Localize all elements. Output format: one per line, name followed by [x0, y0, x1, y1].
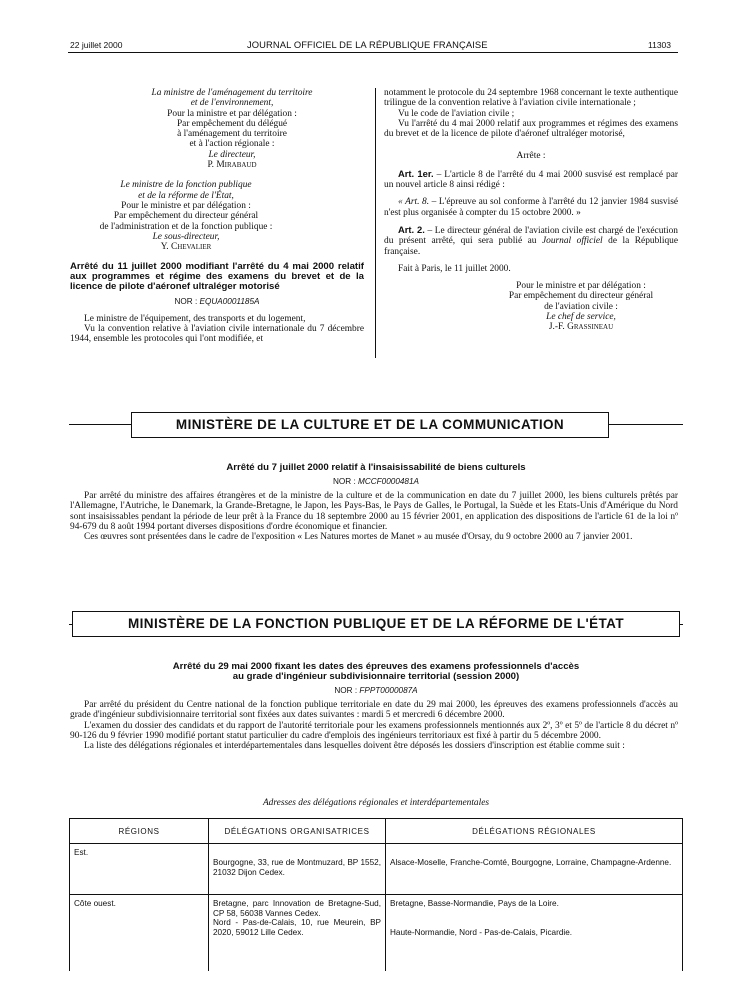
- paragraph: Le ministre de l'équipement, des transports et du logement,: [84, 313, 306, 324]
- right-column: [384, 88, 678, 333]
- signature-block-3: Pour le ministre et par délégation : Par empêchement du directeur général de l'aviation civile : Le chef de service, J.-F. Grassineau: [508, 281, 654, 333]
- table-header: DÉLÉGATIONS ORGANISATRICES: [209, 819, 386, 844]
- arrete-heading: Arrête :: [516, 151, 546, 162]
- culture-arrete-title: Arrêté du 7 juillet 2000 relatif à l'insaisissabilité de biens culturels: [226, 462, 526, 473]
- fait-a-paris: Fait à Paris, le 11 juillet 2000.: [398, 263, 511, 274]
- paragraph: Vu l'arrêté du 4 mai 2000 relatif aux programmes et régimes des examens du brevet et de la licence de pilote d'aéronef ultraléger motorisé,: [384, 118, 678, 140]
- table-cell-org: Bourgogne, 33, rue de Montmuzard, BP 1552, 21032 Dijon Cedex.: [209, 844, 386, 895]
- fonction-body: [70, 700, 678, 751]
- arrete-title: Arrêté du 11 juillet 2000 modifiant l'arrêté du 4 mai 2000 relatif aux programmes et régime des examens du brevet et de la licence de pilote d'aéronef ultraléger motorisé: [70, 261, 364, 293]
- header-date: 22 juillet 2000: [70, 40, 123, 50]
- table-cell-reg: Alsace-Moselle, Franche-Comté, Bourgogne, Lorraine, Champagne-Ardenne.: [386, 844, 683, 895]
- paragraph: La liste des délégations régionales et interdépartementales dans lesquelles doivent être déposés les dossiers d'inscription est établie comme suit :: [84, 741, 625, 752]
- table-cell-org: Bretagne, parc Innovation de Bretagne-Sud, CP 58, 56038 Vannes Cedex. Nord - Pas-de-Calais, 10, rue Meurein, BP 2020, 59012 Lille Cedex.: [209, 895, 386, 972]
- table-cell-region: Côte ouest.: [70, 895, 209, 972]
- ministry-heading-fonction-publique: MINISTÈRE DE LA FONCTION PUBLIQUE ET DE LA RÉFORME DE L'ÉTAT: [72, 611, 680, 637]
- paragraph: Vu la convention relative à l'aviation civile internationale du 7 décembre 1944, ensemble les protocoles qui l'ont modifiée, et: [70, 324, 364, 345]
- delegations-table: [69, 818, 683, 971]
- column-divider: [375, 88, 376, 358]
- paragraph: L'examen du dossier des candidats et du rapport de l'autorité territoriale pour les examens professionnels mentionnés aux 2º, 3º et 5º de l'article 8 du décret nº 90-126 du 9 février 1990 modifié portant statut particulier du cadre d'emplois des ingénieurs territoriaux est fixé à partir du 5 décembre 2000.: [70, 720, 678, 741]
- table-caption: Adresses des délégations régionales et interdépartementales: [262, 798, 490, 808]
- table-header: DÉLÉGATIONS RÉGIONALES: [386, 819, 683, 844]
- fonction-arrete-title-line2: au grade d'ingénieur subdivisionnaire territorial (session 2000): [232, 671, 520, 682]
- page-number: 11303: [648, 40, 672, 50]
- paragraph: notamment le protocole du 24 septembre 1968 concernant le texte authentique trilingue de la convention relative à l'aviation civile internationale ;: [384, 88, 678, 109]
- table-cell-reg: Bretagne, Basse-Normandie, Pays de la Loire. Haute-Normandie, Nord - Pas-de-Calais, Picardie.: [386, 895, 683, 972]
- header-rule: [68, 52, 678, 53]
- table-header-row: [70, 819, 683, 844]
- table-row: [70, 895, 683, 972]
- article-2: Art. 2. – Le directeur général de l'aviation civile est chargé de l'exécution du présent arrêté, qui sera publié au Journal officiel de la République française.: [384, 223, 678, 257]
- fonction-arrete-title-line1: Arrêté du 29 mai 2000 fixant les dates des épreuves des examens professionnels d'accès: [172, 661, 580, 672]
- nor-line: NOR : EQUA0001185A: [174, 297, 260, 307]
- table-cell-region: Est.: [70, 844, 209, 895]
- signature-block-1: La ministre de l'aménagement du territoire et de l'environnement, Pour la ministre et par délégation : Par empêchement du délégué à l'aménagement du territoire et à l'action régionale : Le directeur, P. Mirabaud: [151, 88, 313, 171]
- paragraph: Ces œuvres sont présentées dans le cadre de l'exposition « Les Natures mortes de Manet » au musée d'Orsay, du 9 octobre 2000 au 7 janvier 2001.: [84, 532, 633, 543]
- paragraph: Par arrêté du ministre des affaires étrangères et de la ministre de la culture et de la communication en date du 7 juillet 2000, les biens culturels prêtés par l'Allemagne, l'Autriche, le Danemark, la Grande-Bretagne, le Japon, les Pays-Bas, le Pays de Galles, le Portugal, la Suède et les Etats-Unis d'Amérique du Nord sont insaisissables pendant la période de leur prêt à la France du 18 septembre 2000 au 15 février 2001, en application des dispositions de l'article 61 de la loi nº 94-679 du 8 août 1994 portant diverses dispositions d'ordre économique et financier.: [70, 491, 678, 532]
- left-column: [70, 88, 364, 345]
- journal-title: JOURNAL OFFICIEL DE LA RÉPUBLIQUE FRANÇAISE: [247, 39, 488, 50]
- table-row: [70, 844, 683, 895]
- article-8-quote: « Art. 8. – L'épreuve au sol conforme à l'arrêté du 12 janvier 1984 susvisé n'est plus organisée à compter du 15 octobre 2000. »: [384, 197, 679, 218]
- ministry-heading-culture: MINISTÈRE DE LA CULTURE ET DE LA COMMUNICATION: [131, 412, 609, 438]
- culture-body: [70, 491, 678, 542]
- fonction-nor: NOR : FPPT0000087A: [334, 686, 418, 695]
- table-header: RÉGIONS: [70, 819, 209, 844]
- article-1: Art. 1er. – L'article 8 de l'arrêté du 4 mai 2000 susvisé est remplacé par un nouvel article 8 ainsi rédigé :: [384, 167, 678, 191]
- signature-block-2: Le ministre de la fonction publique et de la réforme de l'État, Pour le ministre et par délégation : Par empêchement du directeur général de l'administration et de la fonction publique : Le sous-directeur, Y. Chevalier: [99, 180, 273, 253]
- paragraph: Vu le code de l'aviation civile ;: [398, 108, 515, 119]
- paragraph: Par arrêté du président du Centre national de la fonction publique territoriale en date du 29 mai 2000, les épreuves des examens professionnels d'accès au grade d'ingénieur subdivisionnaire territorial sont fixées aux dates suivantes : mardi 5 et mercredi 6 décembre 2000.: [70, 700, 678, 721]
- culture-nor: NOR : MCCF0000481A: [332, 477, 419, 486]
